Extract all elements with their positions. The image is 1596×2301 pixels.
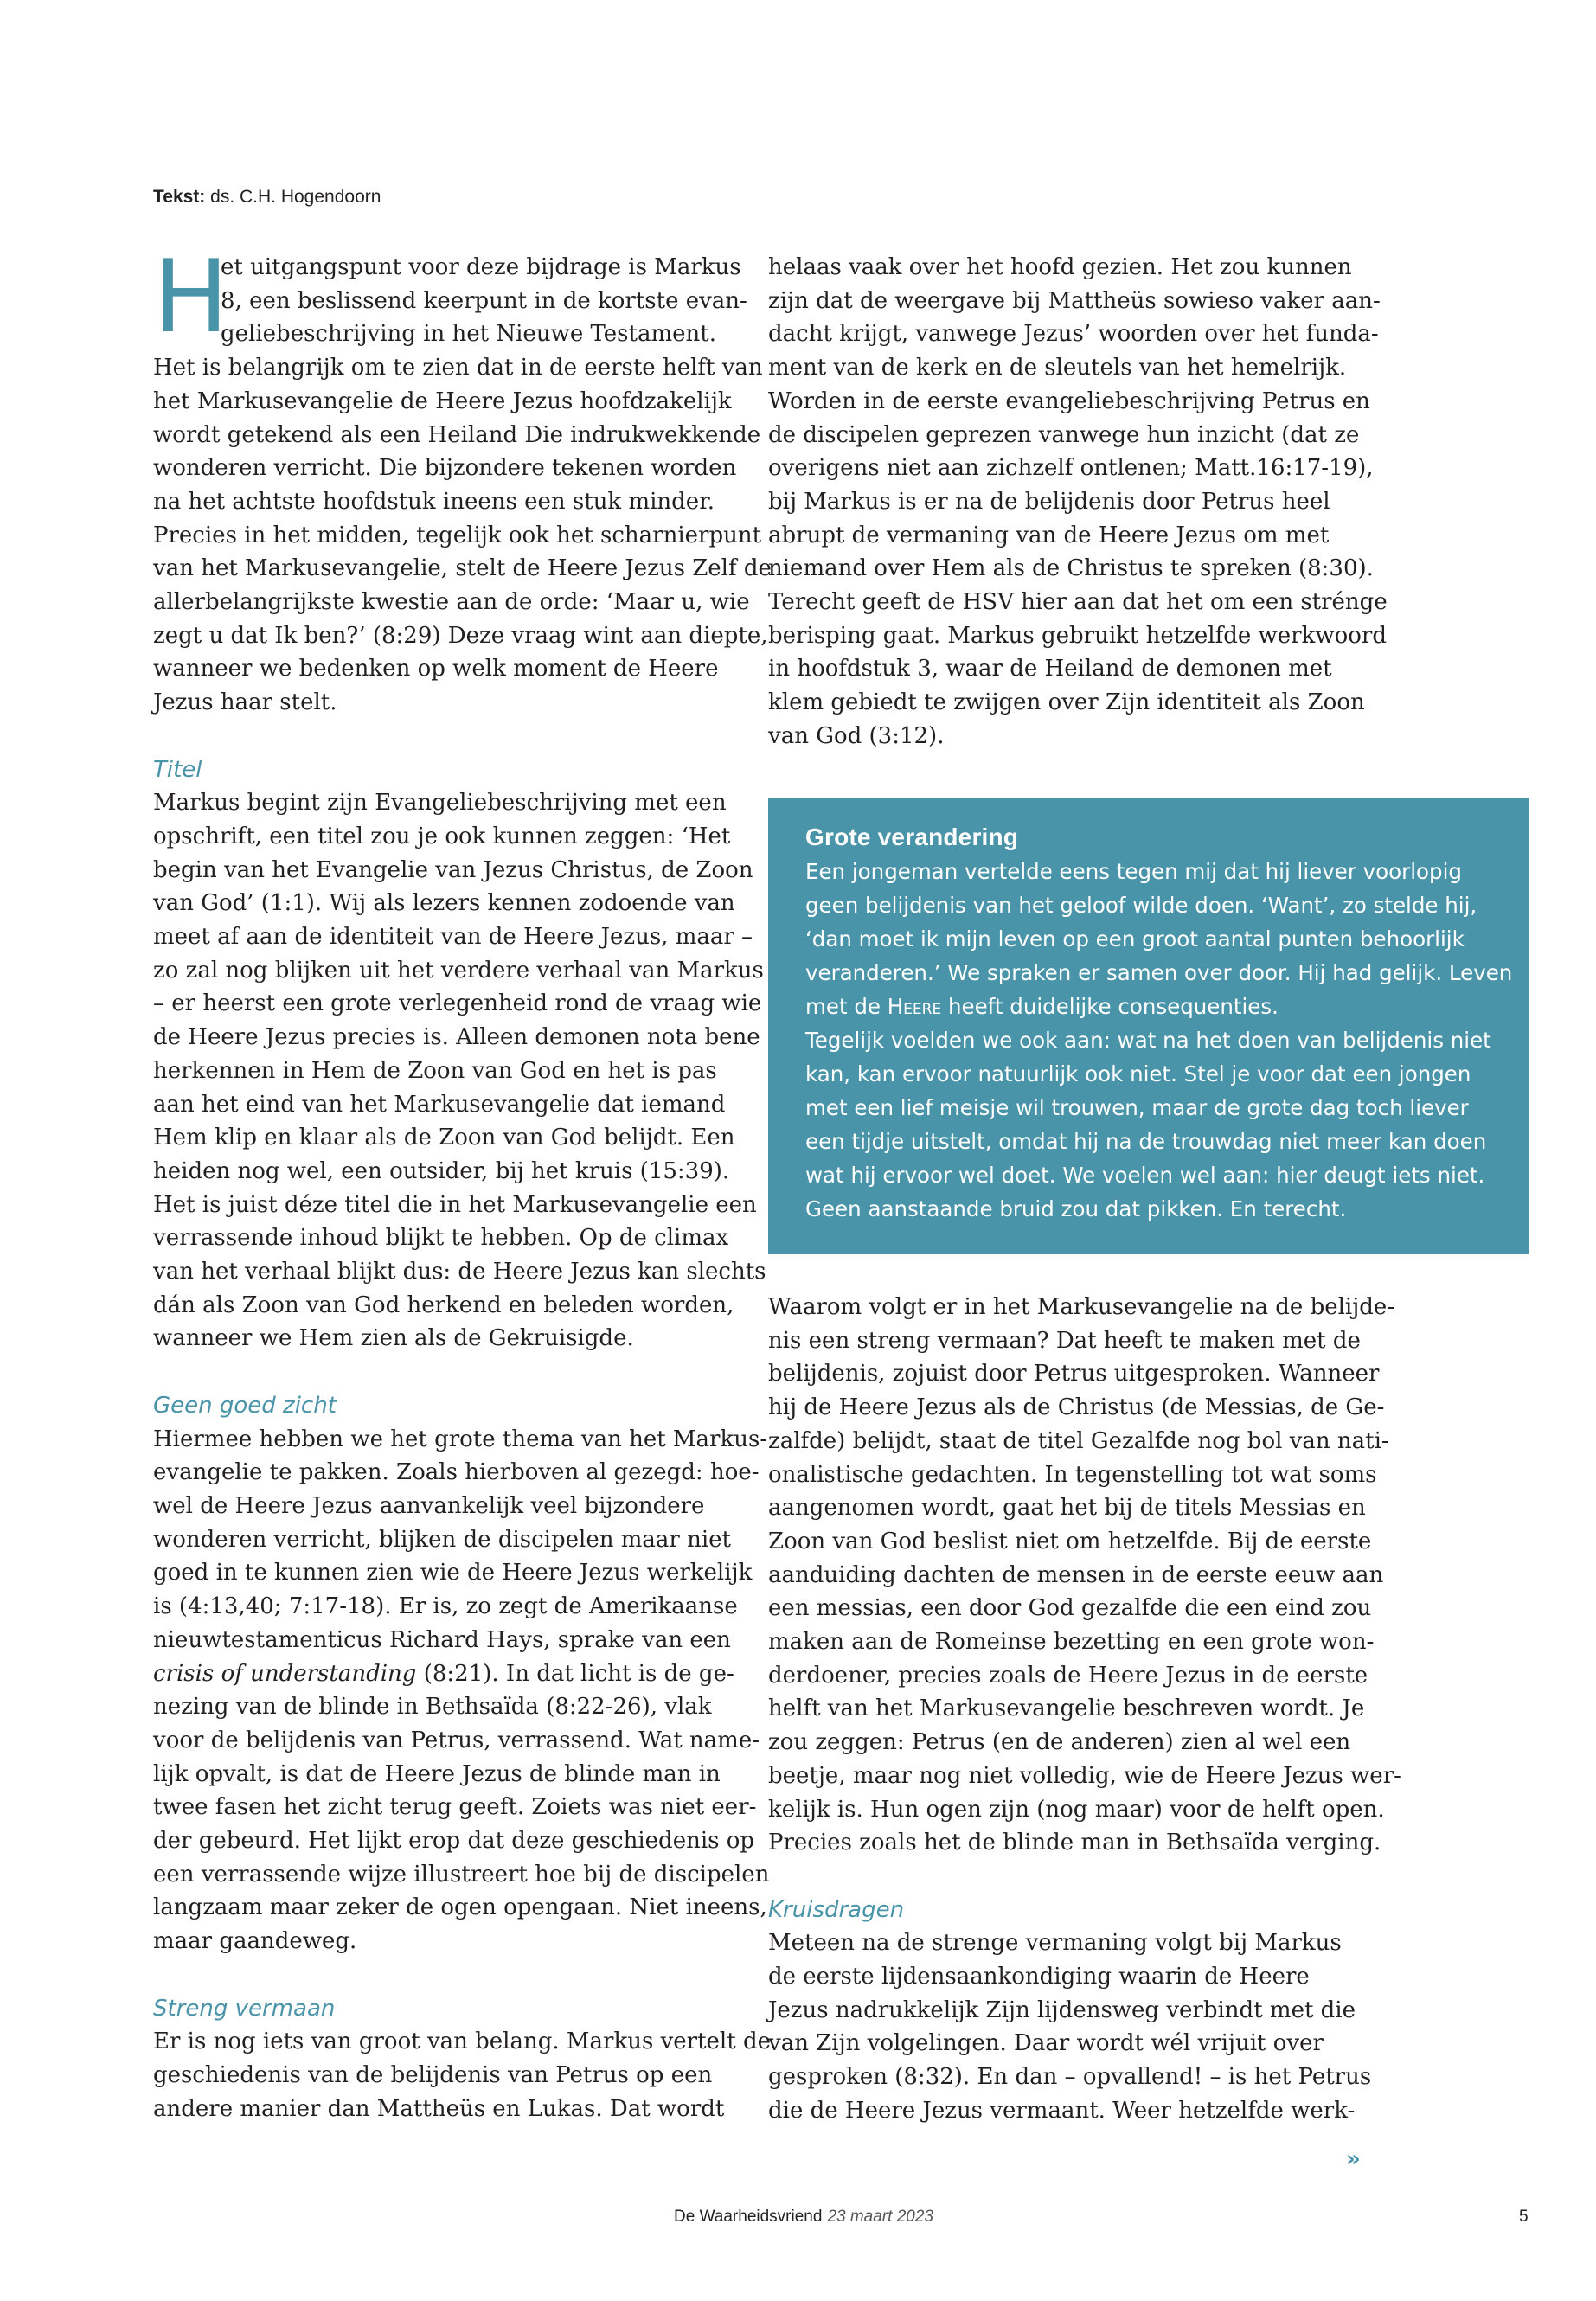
rb-para1-line: derdoener, precies zoals de Heere Jezus in de eerste <box>768 1662 1368 1689</box>
section1-line: meet af aan de identiteit van de Heere Jezus, maar – <box>153 924 753 951</box>
right-top-line: bij Markus is er na de belijdenis door Petrus heel <box>768 488 1330 515</box>
section1-line: zo zal nog blijken uit het verdere verhaal van Markus <box>153 957 764 984</box>
section3-line: geschiedenis van de belijdenis van Petrus op een <box>153 2061 713 2088</box>
section2a-line: nieuwtestamenticus Richard Hays, sprake van een <box>153 1626 731 1653</box>
box-heere-before: met de <box>805 994 888 1019</box>
intro-line: zegt u dat Ik ben?’ (8:29) Deze vraag wint aan diepte, <box>153 622 768 649</box>
section1-line: dán als Zoon van God herkend en beleden worden, <box>153 1292 734 1318</box>
section1-line: aan het eind van het Markusevangelie dat iemand <box>153 1091 726 1118</box>
intro-line: na het achtste hoofdstuk ineens een stuk minder. <box>153 488 715 515</box>
box-b-line: wat hij ervoor wel doet. We voelen wel aan: hier deugt iets niet. <box>805 1163 1485 1188</box>
continue-marker: » <box>1346 2146 1361 2172</box>
section1-line: opschrift, een titel zou je ook kunnen zeggen: ‘Het <box>153 823 731 849</box>
box-b-line: kan, kan ervoor natuurlijk ook niet. Stel je voor dat een jongen <box>805 1061 1471 1086</box>
section2b-line: twee fasen het zicht terug geeft. Zoiets was niet eer- <box>153 1794 757 1821</box>
box-lines-b <box>805 1023 1529 1226</box>
rb-para2-line: gesproken (8:32). En dan – opvallend! – is het Petrus <box>768 2064 1372 2091</box>
section1-line: wanneer we Hem zien als de Gekruisigde. <box>153 1325 634 1352</box>
section2b-line: langzaam maar zeker de ogen opengaan. Niet ineens, <box>153 1894 767 1921</box>
crisis-line <box>153 1657 734 1691</box>
right-top-line: berisping gaat. Markus gebruikt hetzelfde werkwoord <box>768 622 1387 649</box>
section-title-streng-vermaan: Streng vermaan <box>153 1995 336 2022</box>
intro-line: Het is belangrijk om te zien dat in de eerste helft van <box>153 355 763 381</box>
right-top-line: in hoofdstuk 3, waar de Heiland de demonen met <box>768 656 1332 683</box>
rb-para2-line: van Zijn volgelingen. Daar wordt wél vrijuit over <box>768 2030 1324 2057</box>
section2b-line: lijk opvalt, is dat de Heere Jezus de blinde man in <box>153 1760 721 1787</box>
section2a-line: Hiermee hebben we het grote thema van het Markus- <box>153 1426 768 1452</box>
rb-para1-line: belijdenis, zojuist door Petrus uitgesproken. Wanneer <box>768 1361 1380 1388</box>
right-bottom-para1 <box>768 1291 1401 1860</box>
box-lines-a <box>805 855 1529 990</box>
rb-para1-line: zou zeggen: Petrus (en de anderen) zien al wel een <box>768 1729 1351 1756</box>
intro-line: wonderen verricht. Die bijzondere tekenen worden <box>153 455 737 482</box>
byline-author: ds. C.H. Hogendoorn <box>210 187 381 207</box>
dropcap: H <box>153 239 229 356</box>
box-heere-word: Heere <box>887 994 942 1019</box>
byline-label: Tekst: <box>153 187 206 207</box>
section1-line: Het is juist déze titel die in het Markusevangelie een <box>153 1191 757 1218</box>
intro-line: wordt getekend als een Heiland Die indrukwekkende <box>153 421 761 448</box>
crisis-italic: crisis of understanding <box>153 1660 417 1687</box>
intro-line: wanneer we bedenken op welk moment de Heere <box>153 656 719 683</box>
box-line-heere <box>805 990 1529 1023</box>
sidebar-box <box>768 798 1529 1254</box>
right-top-line: dacht krijgt, vanwege Jezus’ woorden over het funda- <box>768 321 1379 348</box>
section1-line: Hem klip en klaar als de Zoon van God belijdt. Een <box>153 1125 735 1151</box>
box-a-line: Een jongeman vertelde eens tegen mij dat hij liever voorlopig <box>805 859 1462 884</box>
section-title-titel: Titel <box>153 756 202 783</box>
right-top-line: Terecht geeft de HSV hier aan dat het om een strénge <box>768 589 1388 616</box>
box-a-line: ‘dan moet ik mijn leven op een groot aantal punten behoorlijk <box>805 926 1465 952</box>
crisis-rest: (8:21). In dat licht is de ge- <box>416 1660 734 1687</box>
section2b-line: maar gaandeweg. <box>153 1928 357 1955</box>
footer-publication <box>674 2208 933 2227</box>
section3-line: Er is nog iets van groot van belang. Markus vertelt de <box>153 2029 771 2055</box>
section1-line: de Heere Jezus precies is. Alleen demonen nota bene <box>153 1024 760 1051</box>
box-title: Grote verandering <box>805 824 1019 850</box>
section1-line: herkennen in Hem de Zoon van God en het is pas <box>153 1057 717 1084</box>
section2b-line: der gebeurd. Het lijkt erop dat deze geschiedenis op <box>153 1828 755 1855</box>
rb-para1-line: Zoon van God beslist niet om hetzelfde. Bij de eerste <box>768 1528 1372 1554</box>
intro-paragraph <box>153 351 772 720</box>
right-top-line: Worden in de eerste evangeliebeschrijving Petrus en <box>768 388 1370 414</box>
section1-line: begin van het Evangelie van Jezus Christus, de Zoon <box>153 856 753 883</box>
rb-para1-line: nis een streng vermaan? Dat heeft te maken met de <box>768 1327 1361 1354</box>
intro-line: van het Markusevangelie, stelt de Heere Jezus Zelf de <box>153 555 772 582</box>
right-top-line: overigens niet aan zichzelf ontlenen; Matt.16:17-19), <box>768 455 1374 482</box>
byline <box>153 187 381 208</box>
rb-para1-line: Precies zoals het de blinde man in Bethsaïda verging. <box>768 1830 1381 1856</box>
right-column-top <box>768 251 1388 753</box>
footer-magazine: De Waarheidsvriend <box>674 2208 823 2226</box>
box-a-line: veranderen.’ We spraken er samen over door. Hij had gelijk. Leven <box>805 960 1513 985</box>
section-title-kruisdragen: Kruisdragen <box>768 1896 905 1923</box>
section1-line: – er heerst een grote verlegenheid rond de vraag wie <box>153 990 762 1017</box>
right-top-line: van God (3:12). <box>768 722 945 749</box>
box-b-line: een tijdje uitstelt, omdat hij na de trouwdag niet meer kan doen <box>805 1129 1487 1154</box>
rb-para1-line: beetje, maar nog niet volledig, wie de Heere Jezus wer- <box>768 1762 1401 1789</box>
right-top-line: zijn dat de weergave bij Mattheüs sowieso vaker aan- <box>768 287 1381 314</box>
section-geen-goed-zicht-body <box>153 1423 768 1657</box>
right-bottom-para2 <box>768 1926 1372 2127</box>
section2a-line: wonderen verricht, blijken de discipelen maar niet <box>153 1526 731 1553</box>
rb-para2-line: die de Heere Jezus vermaant. Weer hetzelfde werk- <box>768 2097 1356 2124</box>
page-number: 5 <box>1519 2208 1529 2226</box>
box-b-line: Tegelijk voelden we ook aan: wat na het doen van belijdenis niet <box>805 1028 1491 1053</box>
intro-block <box>153 239 747 356</box>
section2b-line: nezing van de blinde in Bethsaïda (8:22-26), vlak <box>153 1694 712 1721</box>
left-column <box>153 239 772 2125</box>
section1-line: verrassende inhoud blijkt te hebben. Op de climax <box>153 1225 729 1252</box>
rb-para1-line: kelijk is. Hun ogen zijn (nog maar) voor de helft open. <box>768 1796 1385 1823</box>
right-top-line: niemand over Hem als de Christus te spreken (8:30). <box>768 555 1374 582</box>
section2a-line: is (4:13,40; 7:17-18). Er is, zo zegt de Amerikaanse <box>153 1593 738 1620</box>
rb-para1-line: onalistische gedachten. In tegenstelling tot wat soms <box>768 1461 1377 1488</box>
box-b-line: met een lief meisje wil trouwen, maar de grote dag toch liever <box>805 1095 1469 1120</box>
right-top-line: abrupt de vermaning van de Heere Jezus om met <box>768 522 1330 548</box>
right-top-line: helaas vaak over het hoofd gezien. Het zou kunnen <box>768 254 1352 280</box>
rb-para2-line: Jezus nadrukkelijk Zijn lijdensweg verbindt met die <box>768 1997 1356 2023</box>
section2a-line: wel de Heere Jezus aanvankelijk veel bijzondere <box>153 1492 705 1519</box>
right-column-bottom <box>768 1291 1401 2128</box>
rb-para1-line: aanduiding dachten de mensen in de eerste eeuw aan <box>768 1561 1384 1588</box>
rb-para1-line: aangenomen wordt, gaat het bij de titels Messias en <box>768 1495 1366 1522</box>
box-a-line: geen belijdenis van het geloof wilde doen. ‘Want’, zo stelde hij, <box>805 893 1477 918</box>
intro-indented-line: 8, een beslissend keerpunt in de kortste evan- <box>221 287 747 314</box>
section-streng-vermaan-body <box>153 2025 771 2125</box>
intro-indented-line: geliebeschrijving in het Nieuwe Testament. <box>221 321 716 348</box>
intro-line: Precies in het midden, tegelijk ook het scharnierpunt <box>153 522 762 548</box>
rb-para2-line: Meteen na de strenge vermaning volgt bij Markus <box>768 1930 1342 1957</box>
box-b-line: Geen aanstaande bruid zou dat pikken. En terecht. <box>805 1196 1347 1221</box>
intro-indented-line: et uitgangspunt voor deze bijdrage is Markus <box>221 254 741 280</box>
intro-line: Jezus haar stelt. <box>153 689 337 716</box>
section1-line: van God’ (1:1). Wij als lezers kennen zodoende van <box>153 890 735 917</box>
rb-para1-line: Waarom volgt er in het Markusevangelie na de belijde- <box>768 1294 1395 1320</box>
rb-para1-line: een messias, een door God gezalfde die een eind zou <box>768 1595 1372 1622</box>
intro-line: het Markusevangelie de Heere Jezus hoofdzakelijk <box>153 388 732 414</box>
section2b-line: een verrassende wijze illustreert hoe bij de discipelen <box>153 1861 770 1888</box>
right-top-line: klem gebiedt te zwijgen over Zijn identiteit als Zoon <box>768 689 1365 716</box>
section2b-line: voor de belijdenis van Petrus, verrassend. Wat name- <box>153 1727 760 1753</box>
section1-line: van het verhaal blijkt dus: de Heere Jezus kan slechts <box>153 1259 766 1285</box>
rb-para2-line: de eerste lijdensaankondiging waarin de Heere <box>768 1964 1310 1990</box>
section1-line: heiden nog wel, een outsider, bij het kruis (15:39). <box>153 1157 730 1184</box>
section3-line: andere manier dan Mattheüs en Lukas. Dat wordt <box>153 2095 725 2122</box>
section1-line: Markus begint zijn Evangeliebeschrijving met een <box>153 790 727 817</box>
section2a-line: goed in te kunnen zien wie de Heere Jezus werkelijk <box>153 1560 753 1586</box>
box-heere-after: heeft duidelijke consequenties. <box>941 994 1279 1019</box>
intro-indented-lines <box>153 251 747 351</box>
rb-para1-line: maken aan de Romeinse bezetting en een grote won- <box>768 1629 1375 1656</box>
right-top-line: de discipelen geprezen vanwege hun inzicht (dat ze <box>768 421 1360 448</box>
rb-para1-line: zalfde) belijdt, staat de titel Gezalfde nog bol van nati- <box>768 1427 1389 1454</box>
section-title-geen-goed-zicht: Geen goed zicht <box>153 1392 337 1419</box>
section2a-line: evangelie te pakken. Zoals hierboven al gezegd: hoe- <box>153 1459 760 1486</box>
section-geen-goed-zicht-body-cont <box>153 1690 770 1958</box>
intro-line: allerbelangrijkste kwestie aan de orde: ‘Maar u, wie <box>153 589 750 616</box>
rb-para1-line: hij de Heere Jezus als de Christus (de Messias, de Ge- <box>768 1394 1385 1421</box>
section-titel-body <box>153 786 766 1356</box>
rb-para1-line: helft van het Markusevangelie beschreven wordt. Je <box>768 1695 1365 1722</box>
right-top-line: ment van de kerk en de sleutels van het hemelrijk. <box>768 355 1347 381</box>
footer-date: 23 maart 2023 <box>827 2208 933 2226</box>
